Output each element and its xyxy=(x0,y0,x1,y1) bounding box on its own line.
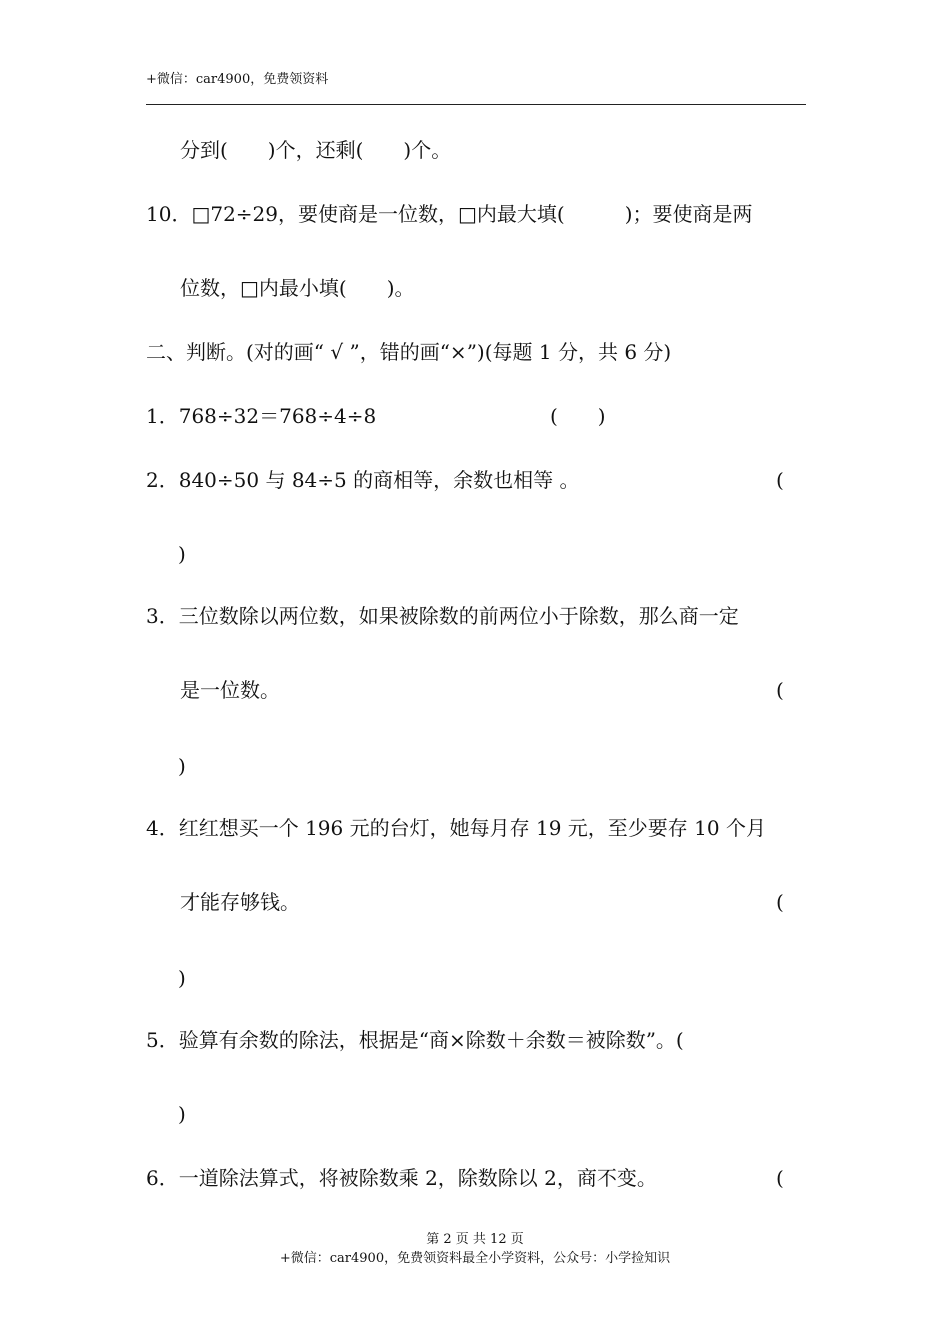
judge-5-paren-close: ) xyxy=(178,1102,186,1126)
judge-1-answer-paren: ( ) xyxy=(550,404,606,428)
judge-4-line-1: 4．红红想买一个 196 元的台灯，她每月存 19 元，至少要存 10 个月 xyxy=(146,816,766,840)
section-2-heading: 二、判断。(对的画“ √ ”，错的画“×”)(每题 1 分，共 6 分) xyxy=(146,340,672,364)
judge-4-paren-open: ( xyxy=(776,890,784,914)
judge-4-paren-close: ) xyxy=(178,966,186,990)
judge-2-paren-close: ) xyxy=(178,542,186,566)
question-10-line-2: 位数，□内最小填( )。 xyxy=(180,276,415,300)
judge-1: 1．768÷32＝768÷4÷8 xyxy=(146,404,377,428)
judge-3-paren-close: ) xyxy=(178,754,186,778)
judge-6: 6．一道除法算式，将被除数乘 2，除数除以 2，商不变。 xyxy=(146,1166,657,1190)
question-9-continued: 分到( )个，还剩( )个。 xyxy=(180,138,452,162)
header-note: +微信：car4900，免费领资料 xyxy=(146,72,329,87)
judge-3-paren-open: ( xyxy=(776,678,784,702)
judge-5: 5．验算有余数的除法，根据是“商×除数＋余数＝被除数”。( xyxy=(146,1028,684,1052)
judge-2-paren-open: ( xyxy=(776,468,784,492)
judge-3-line-2: 是一位数。 xyxy=(180,678,280,702)
judge-2: 2．840÷50 与 84÷5 的商相等，余数也相等 。 xyxy=(146,468,580,492)
question-10-line-1: 10．□72÷29，要使商是一位数，□内最大填( )；要使商是两 xyxy=(146,202,753,226)
judge-3-line-1: 3．三位数除以两位数，如果被除数的前两位小于除数，那么商一定 xyxy=(146,604,739,628)
header-rule xyxy=(146,104,806,105)
footer-note: +微信：car4900，免费领资料最全小学资料，公众号：小学捡知识 xyxy=(279,1251,671,1266)
page-number: 第 2 页 共 12 页 xyxy=(426,1232,524,1247)
judge-6-paren-open: ( xyxy=(776,1166,784,1190)
judge-4-line-2: 才能存够钱。 xyxy=(180,890,300,914)
